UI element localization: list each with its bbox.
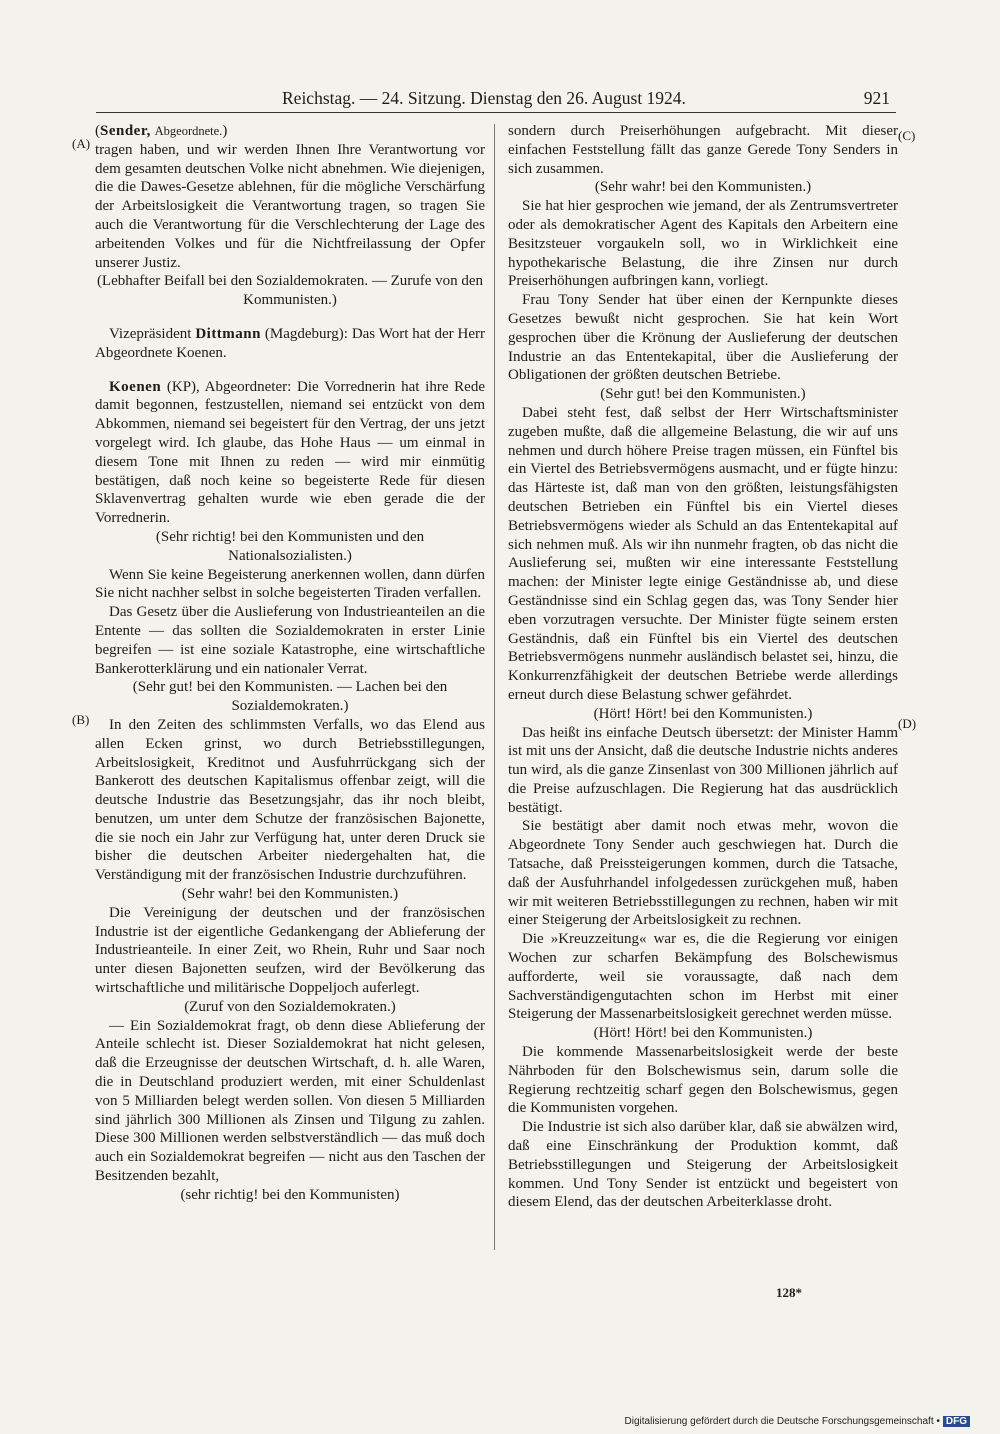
paragraph: Sie hat hier gesprochen wie jemand, der als Zentrumsvertreter oder als demokratischer Agent des Kapitals den Arbeitern eine Besitzsteuer vorgaukeln soll, wo in Wirklichkeit eine hypothekarische Belastung, die ihre Zinsen nur durch Preiserhöhungen aufbringen kann, vorliegt. [508,198,898,290]
paragraph: sondern durch Preiserhöhungen aufgebracht. Mit dieser einfachen Feststellung fällt das ganze Gerede Tony Senders in sich zusammen. [508,123,898,177]
chair-statement [95,325,485,363]
paragraph: Die »Kreuzzeitung« war es, die die Regierung vor einigen Wochen zur scharfen Bekämpfung des Bolschewismus aufforderte, weil sie voraussagte, daß nach dem Sachverständigengutachten schon im Herbst mit einer Steigerung der Massenarbeitslosigkeit gerechnet werden müsse. [508,931,898,1023]
interjection: (Sehr gut! bei den Kommunisten. — Lachen bei den Sozialdemokraten.) [132,679,448,715]
margin-marker-c: (C) [898,128,916,143]
speaker-name: Sender, [100,123,151,139]
paragraph: tragen haben, und wir werden Ihnen Ihre Verantwortung vor dem gesamten deutschen Volke nicht abnehmen. Wie diejenigen, die die Dawes-Gesetze ablehnen, für die mögliche Verschärfung der Arbeitslosigkeit die Verantwortung tragen, so tragen Sie auch die Verantwortung für die Verschlechterung der Lage des arbeitenden Volkes und für die Nichtfreilassung der Opfer unserer Justiz. [95,141,485,271]
left-column [95,122,485,1205]
speaker-role: Abgeordnete. [154,124,223,138]
paragraph: Die Vereinigung der deutschen und der französischen Industrie ist der eigentliche Gedankengang der Ablieferung der Industrieanteile. In einer Zeit, wo Rhein, Ruhr und Saar noch unter diesen Bajonetten seufzen, wird der Bevölkerung das wirtschaftliche und militärische Doppeljoch auferlegt. [95,904,485,997]
speaker-continuation: (Sender, Abgeordnete.) [95,123,228,139]
column-divider [494,124,495,1250]
paragraph: Dabei steht fest, daß selbst der Herr Wirtschaftsminister zugeben mußte, daß die allgemeine Belastung, die wir auf uns nehmen und durch höhere Preise tragen müssen, ein Fünftel bis ein Viertel des Betriebsvermögens ausmacht, und er fügte hinzu: das Härteste ist, daß man von den größten, leistungsfähigsten deutschen Betrieben ein Fünftel bis ein Viertel dieses Betriebsvermögens wieder als Schuld an das Ententekapital auf sich nehmen muß. Als wir ihn nunmehr fragten, ob das nicht die Auslieferung sei, mußten wir eine interessante Feststellung machen: der Minister legte einige Geständnisse ab, und diese Geständnisse sind ein Schlag gegen das, was Tony Sender hier eben vorzutragen versuchte. Der Minister fügte seinem ersten Geständnis, daß ein Fünftel bis ein Viertel des deutschen Betriebsvermögens nunmehr ausländisch belastet sei, hinzu, die Konkurrenzfähigkeit der deutschen Betriebe werde allerdings erneut durch diese Belastung schwer gefährdet. [508,404,898,703]
interjection: (Hört! Hört! bei den Kommunisten.) [593,1025,813,1042]
interjection: (Sehr gut! bei den Kommunisten.) [600,386,806,403]
paragraph: In den Zeiten des schlimmsten Verfalls, wo das Elend aus allen Ecken grinst, wo durch Betriebsstillegungen, Arbeitslosigkeit, Kreditnot und Ausfuhrrückgang sich der Bankerott des deutschen Kapitalismus offenbar zeigt, will die deutsche Industrie das Besetzungsjahr, das ihr noch bleibt, benutzen, um unter dem Schutze der französischen Bajonette, die sie noch ein Jahr zur Verfügung hat, unter deren Druck sie bisher die deutschen Arbeiter niedergehalten hat, die Verständigung mit der französischen Industrie durchzuführen. [95,716,485,884]
paragraph: Die Industrie ist sich also darüber klar, daß sie abwälzen wird, daß eine Einschränkung der Produktion kommt, daß Betriebsstillegungen und Steigerung der Arbeitslosigkeit kommen. Und Tony Sender ist entzückt und begeistert von diesem Elend, das der deutschen Arbeiterklasse droht. [508,1119,898,1211]
paragraph: Das Gesetz über die Auslieferung von Industrieanteilen an die Entente — das sollten die Sozialdemokraten in erster Linie begreifen — ist eine soziale Katastrophe, eine wirtschaftliche Bankerotterklärung und ein nationaler Verrat. [95,604,485,677]
paragraph: — Ein Sozialdemokrat fragt, ob denn diese Ablieferung der Anteile schlecht ist. Dieser Sozialdemokrat hat nicht gelesen, daß die Erzeugnisse der deutschen Wirtschaft, d. h. alle Waren, die in Deutschland produziert werden, mit einer Schuldenlast von 5 Milliarden belegt werden sollen. Von diesen 5 Milliarden sind jährlich 300 Millionen als Zinsen und Tilgung zu zahlen. Diese 300 Millionen werden selbstverständlich — das muß doch auch ein Sozialdemokrat begreifen — nicht aus den Taschen der Besitzenden bezahlt, [95,1017,485,1185]
paragraph: Die kommende Massenarbeitslosigkeit werde der beste Nährboden für den Bolschewismus sein, darum solle die Regierung rechtzeitig scharf gegen den Bolschewismus, gegen die Kommunisten vorgehen. [508,1044,898,1117]
right-column [508,122,898,1212]
margin-marker-b: (B) [72,712,90,727]
chair-title: Vizepräsident [109,325,192,342]
page-number: 921 [863,88,890,108]
interjection: (Zuruf von den Sozialdemokraten.) [184,998,396,1015]
interjection: (Hört! Hört! bei den Kommunisten.) [593,705,813,722]
speech-opening [95,378,485,528]
paragraph: Sie bestätigt aber damit noch etwas mehr, wovon die Abgeordnete Tony Sender auch geschwiegen hat. Durch die Tatsache, daß Preissteigerungen kommen, durch die Tatsache, daß der Ausfuhrhandel infolgedessen zurückgehen muß, haben wir mit weiteren Betriebsstillegungen zu rechnen, haben wir mit einer Steigerung der Arbeitslosigkeit zu rechnen. [508,818,898,929]
interjection: (Sehr richtig! bei den Kommunisten und den Nationalsozialisten.) [155,528,425,564]
paragraph: Frau Tony Sender hat über einen der Kernpunkte dieses Gesetzes bewußt nicht gesprochen. Sie hat kein Wort gesprochen über die Krönung der Auslieferung der deutschen Industrie an das Ententekapital, über die Auslieferung der Obligationen der größten deutschen Betriebe. [508,292,898,384]
dfg-logo: DFG [943,1416,970,1427]
interjection: (Sehr wahr! bei den Kommunisten.) [594,179,812,196]
footer [625,1416,970,1427]
page-header [96,88,896,113]
chair-name: Dittmann [195,325,261,342]
interjection: (sehr richtig! bei den Kommunisten) [180,1186,400,1203]
printer-signature: 128* [776,1285,802,1300]
interjection: (Sehr wahr! bei den Kommunisten.) [181,886,399,903]
interjection: (Lebhafter Beifall bei den Sozialdemokraten. — Zurufe von den Kommunisten.) [96,273,484,309]
paragraph: Wenn Sie keine Begeisterung anerkennen wollen, dann dürfen Sie nicht nachher selbst in solche begeisterten Tiraden verfallen. [95,566,485,602]
margin-marker-d: (D) [898,716,917,731]
chair-text: (Magdeburg): Das Wort hat der Herr Abgeordnete Koenen. [95,325,486,361]
speaker-name-koenen: Koenen [109,378,162,395]
margin-marker-a: (A) [72,136,91,151]
page-title: Reichstag. — 24. Sitzung. Dienstag den 26. August 1924. [282,88,686,108]
paragraph: Das heißt ins einfache Deutsch übersetzt: der Minister Hamm ist mit uns der Ansicht, daß die deutsche Industrie nichts anderes tun wird, als die ganze Zinsenlast von 300 Millionen jährlich auf die Preise aufzuschlagen. Die Regierung hat das ausdrücklich bestätigt. [508,724,898,816]
speech-text: (KP), Abgeordneter: Die Vorrednerin hat ihre Rede damit begonnen, festzustellen, niemand sei entzückt von dem Abkommen, niemand sei begeistert für den Vertrag, der uns jetzt vorgelegt wird. Ich glaube, das Hohe Haus — um einmal in diesem Tone mit Ihnen zu reden — wird mir einmütig bestätigen, daß noch keine so begeisterte Rede für diesen Sklavenvertrag gehalten wurde wie eben gerade die der Vorrednerin. [95,378,485,527]
footer-text: Digitalisierung gefördert durch die Deutsche Forschungsgemeinschaft • [624,1416,940,1427]
